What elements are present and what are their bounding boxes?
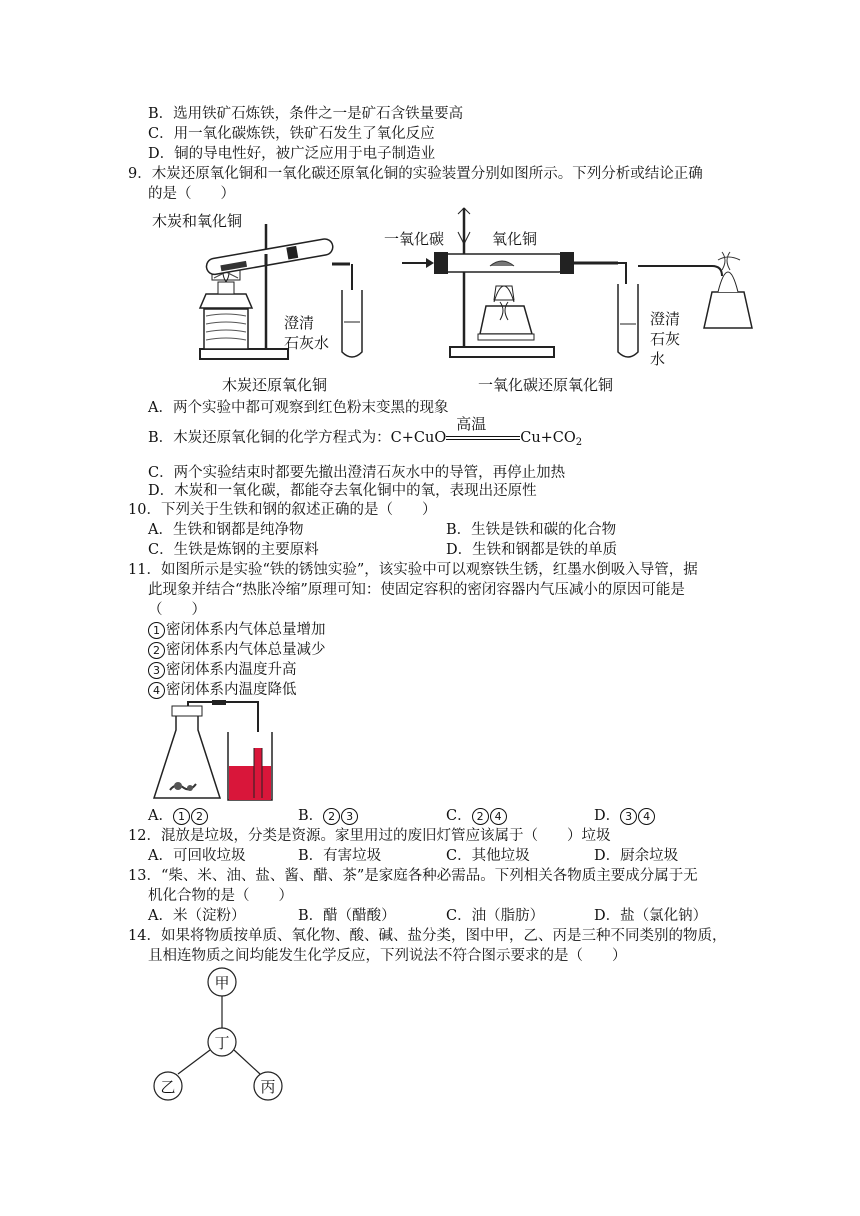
- node-left: [154, 1072, 182, 1100]
- q13-option-b: B．醋（醋酸）: [298, 908, 396, 924]
- q12-option-d: D．厨余垃圾: [594, 848, 679, 864]
- q10-stem: 10．下列关于生铁和钢的叙述正确的是（ ）: [128, 502, 437, 518]
- fig2-lime-label-2: 石灰: [650, 330, 681, 348]
- q8-option-d: D．铜的导电性好，被广泛应用于电子制造业: [148, 146, 436, 162]
- q11-option-d: D． 3 4: [594, 806, 656, 826]
- fig2-cuo-label: 氧化铜: [492, 230, 538, 248]
- reaction-arrow: [446, 415, 520, 448]
- fig2-co-label: 一氧化碳: [384, 230, 445, 248]
- q9-option-b-prefix: B．木炭还原氧化铜的化学方程式为：C+CuO: [148, 430, 447, 446]
- svg-text:丙: 丙: [260, 1078, 276, 1096]
- fig1-caption: 木炭还原氧化铜: [222, 376, 328, 394]
- q9-option-b: [148, 415, 583, 453]
- fig2-caption: 一氧化碳还原氧化铜: [478, 376, 614, 394]
- q11-stem-line2: 此现象并结合“热胀冷缩”原理可知：使固定容积的密闭容器内气压减小的原因可能是: [148, 582, 685, 598]
- q13-option-c: C．油（脂肪）: [446, 908, 545, 924]
- q12-stem: 12．混放是垃圾，分类是资源。家里用过的废旧灯管应该属于（ ）垃圾: [128, 828, 611, 844]
- q14-stem-line1: 14．如果将物质按单质、氧化物、酸、碱、盐分类，图中甲，乙、丙是三种不同类别的物质，: [128, 928, 727, 944]
- svg-text:甲: 甲: [214, 974, 230, 992]
- reaction-condition: 高温: [456, 415, 487, 433]
- iron-rust-apparatus: [148, 700, 278, 804]
- q10-option-b: B．生铁是铁和碳的化合物: [446, 522, 617, 538]
- substance-relation-diagram: [148, 962, 298, 1106]
- q8-option-b: B．选用铁矿石炼铁，条件之一是矿石含铁量要高: [148, 106, 464, 122]
- q8-option-c: C．用一氧化碳炼铁，铁矿石发生了氧化反应: [148, 126, 435, 142]
- q9-option-d: D．木炭和一氧化碳，都能夺去氧化铜中的氧，表现出还原性: [148, 483, 537, 499]
- q13-stem-line1: 13．“柴、米、油、盐、酱、醋、茶”是家庭各种必需品。下列相关各物质主要成分属于无: [128, 868, 698, 884]
- q11-stem-line3: （ ）: [148, 602, 206, 618]
- node-right: [254, 1072, 282, 1100]
- q9-option-b-subscript: 2: [575, 437, 583, 448]
- q11-item-2: 2 密闭体系内气体总量减少: [148, 640, 326, 660]
- q13-option-a: A．米（淀粉）: [148, 908, 246, 924]
- q10-option-c: C．生铁是炼钢的主要原料: [148, 542, 319, 558]
- q13-option-d: D．盐（氯化钠）: [594, 908, 708, 924]
- q11-item-1: 1 密闭体系内气体总量增加: [148, 620, 326, 640]
- q10-option-d: D．生铁和钢都是铁的单质: [446, 542, 618, 558]
- edge-center-left: [178, 1050, 210, 1074]
- svg-text:丁: 丁: [214, 1034, 230, 1052]
- co-reduction-apparatus: [382, 204, 778, 404]
- q9-stem-line1: 9．木炭还原氧化铜和一氧化碳还原氧化铜的实验装置分别如图所示。下列分析或结论正确: [128, 166, 703, 182]
- q12-option-c: C．其他垃圾: [446, 848, 530, 864]
- q10-option-a: A．生铁和钢都是纯净物: [148, 522, 304, 538]
- node-top: [208, 968, 236, 996]
- q9-option-c: C．两个实验结束时都要先撤出澄清石灰水中的导管，再停止加热: [148, 465, 566, 481]
- fig2-lime-label-3: 水: [650, 350, 666, 368]
- q11-option-a: A． 1 2: [148, 806, 209, 826]
- node-center: [208, 1028, 236, 1056]
- fig2-lime-label-1: 澄清: [650, 310, 681, 328]
- svg-text:乙: 乙: [160, 1078, 176, 1096]
- q11-option-b: B． 2 3: [298, 806, 359, 826]
- charcoal-reduction-apparatus: [148, 204, 380, 404]
- q11-option-c: C． 2 4: [446, 806, 508, 826]
- edge-center-right: [234, 1050, 260, 1074]
- q11-stem-line1: 11．如图所示是实验“铁的锈蚀实验”，该实验中可以观察铁生锈，红墨水倒吸入导管，据: [128, 562, 698, 578]
- fig1-lime-label-1: 澄清: [284, 314, 315, 332]
- q12-option-b: B．有害垃圾: [298, 848, 382, 864]
- q11-item-4: 4 密闭体系内温度降低: [148, 680, 297, 700]
- q9-stem-line2: 的是（ ）: [148, 186, 235, 202]
- q14-stem-line2: 且相连物质之间均能发生化学反应，下列说法不符合图示要求的是（ ）: [148, 948, 627, 964]
- q9-option-b-suffix: Cu+CO: [520, 430, 576, 446]
- q13-stem-line2: 机化合物的是（ ）: [148, 888, 293, 904]
- q11-item-3: 3 密闭体系内温度升高: [148, 660, 297, 680]
- fig1-title: 木炭和氧化铜: [152, 212, 243, 230]
- fig1-lime-label-2: 石灰水: [284, 334, 330, 352]
- q9-option-a: A．两个实验中都可观察到红色粉末变黑的现象: [148, 400, 449, 416]
- q12-option-a: A．可回收垃圾: [148, 848, 246, 864]
